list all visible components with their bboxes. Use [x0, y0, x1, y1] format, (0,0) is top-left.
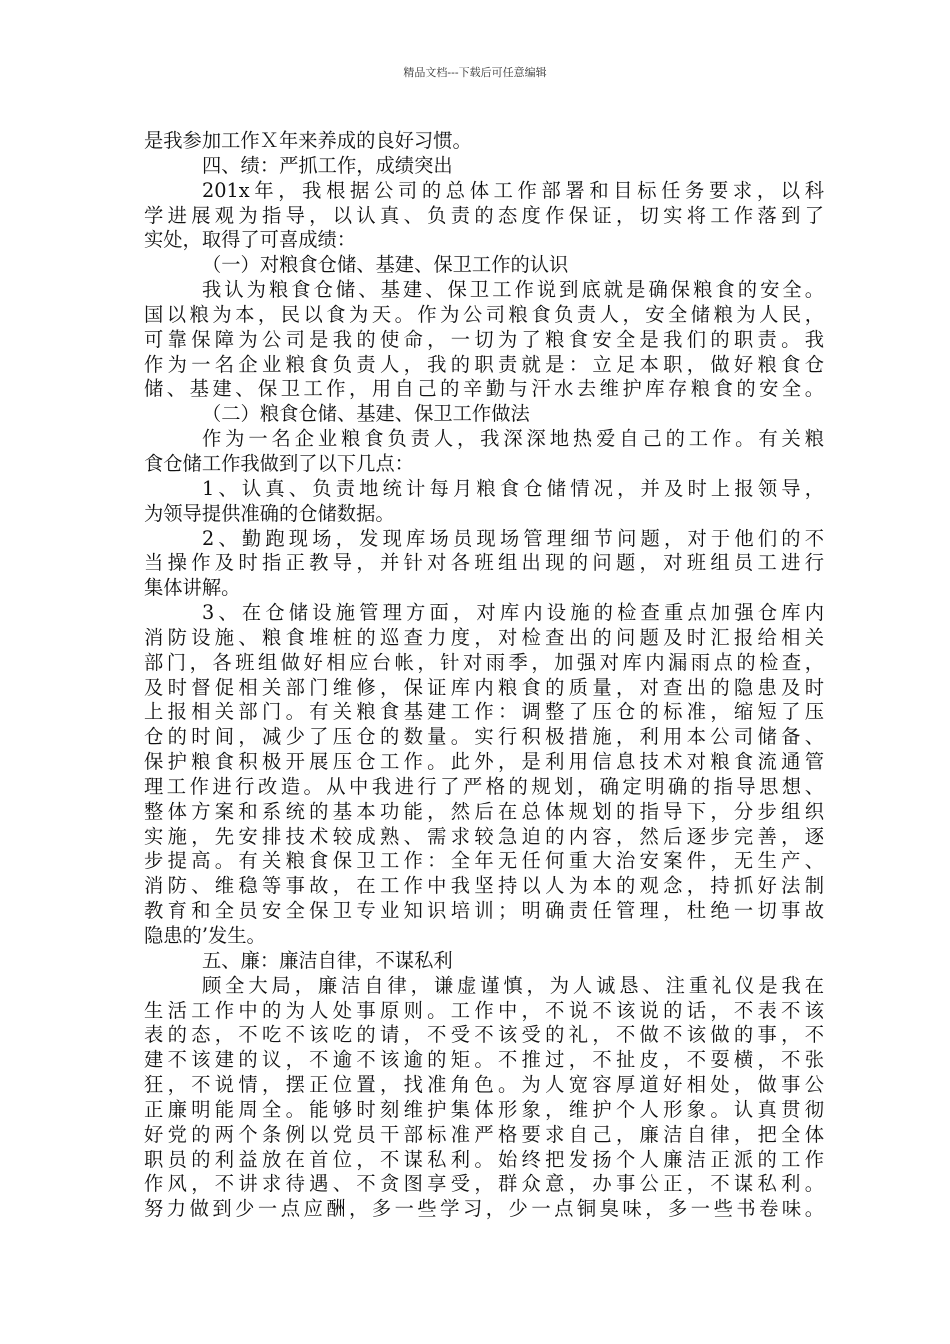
list-item-line: 3、在仓储设施管理方面，对库内设施的检查重点加强仓库内: [202, 601, 824, 625]
paragraph-line: 可靠保障为公司是我的使命，一切为了粮食安全是我们的职责。我: [144, 327, 824, 351]
list-item-line: 部门，各班组做好相应台帐，针对雨季，加强对库内漏雨点的检查，: [144, 650, 824, 674]
paragraph-line: 我认为粮食仓储、基建、保卫工作说到底就是确保粮食的安全。: [202, 278, 824, 302]
paragraph-line: 顾全大局，廉洁自律，谦虚谨慎，为人诚恳、注重礼仪是我在: [202, 973, 824, 997]
paragraph-line: 作为一名企业粮食负责人，我深深地热爱自己的工作。有关粮: [202, 427, 824, 451]
paragraph-line: 国以粮为本，民以食为天。作为公司粮食负责人，安全储粮为人民，: [144, 302, 824, 326]
list-item-line: 当操作及时指正教导，并针对各班组出现的问题，对班组员工进行: [144, 551, 824, 575]
list-item-line: 上报相关部门。有关粮食基建工作：调整了压仓的标准，缩短了压: [144, 700, 824, 724]
paragraph-line: 好党的两个条例以党员干部标准严格要求自己，廉洁自律，把全体: [144, 1122, 824, 1146]
paragraph-line: 食仓储工作我做到了以下几点：: [144, 451, 414, 475]
paragraph-line: 建不该建的议，不逾不该逾的矩。不推过，不扯皮，不耍横，不张: [144, 1048, 824, 1072]
paragraph-line: 努力做到少一点应酬，多一些学习，少一点铜臭味，多一些书卷味。: [144, 1197, 824, 1221]
list-item-line: 消防、维稳等事故，在工作中我坚持以人为本的观念，持抓好法制: [144, 874, 824, 898]
section-heading-five: 五、廉：廉洁自律，不谋私利: [202, 948, 453, 972]
list-item-line: 集体讲解。: [144, 576, 241, 600]
list-item-line: 仓的时间，减少了压仓的数量。实行积极措施，利用本公司储备、: [144, 725, 824, 749]
paragraph-line: 学进展观为指导，以认真、负责的态度作保证，切实将工作落到了: [144, 203, 824, 227]
paragraph-line: 201x年，我根据公司的总体工作部署和目标任务要求，以科: [202, 178, 824, 202]
list-item-line: 为领导提供准确的仓储数据。: [144, 501, 395, 525]
list-item-line: 消防设施、粮食堆桩的巡查力度，对检查出的问题及时汇报给相关: [144, 625, 824, 649]
list-item-line: 2、勤跑现场，发现库场员现场管理细节问题，对于他们的不: [202, 526, 824, 550]
list-item-line: 1、认真、负责地统计每月粮食仓储情况，并及时上报领导，: [202, 476, 824, 500]
paragraph-line: 实处，取得了可喜成绩：: [144, 228, 357, 252]
section-heading-four: 四、绩：严抓工作，成绩突出: [202, 153, 453, 177]
paragraph-line: 作风，不讲求待遇、不贪图享受，群众意，办事公正，不谋私利。: [144, 1172, 824, 1196]
paragraph-line: 狂，不说情，摆正位置，找准角色。为人宽容厚道好相处，做事公: [144, 1073, 824, 1097]
list-item-line: 实施，先安排技术较成熟、需求较急迫的内容，然后逐步完善，逐: [144, 824, 824, 848]
paragraph-line: 是我参加工作Ｘ年来养成的良好习惯。: [144, 129, 472, 152]
list-item-line: 及时督促相关部门维修，保证库内粮食的质量，对查出的隐患及时: [144, 675, 824, 699]
paragraph-line: 表的态，不吃不该吃的请，不受不该受的礼，不做不该做的事，不: [144, 1023, 824, 1047]
paragraph-line: 正廉明能周全。能够时刻维护集体形象，维护个人形象。认真贯彻: [144, 1097, 824, 1121]
document-body: [144, 129, 824, 1222]
page-header: 精品文档---下载后可任意编辑: [403, 66, 547, 79]
paragraph-line: 职员的利益放在首位，不谋私利。始终把发扬个人廉洁正派的工作: [144, 1147, 824, 1171]
subsection-heading-one: （一）对粮食仓储、基建、保卫工作的认识: [202, 253, 569, 277]
list-item-line: 教育和全员安全保卫专业知识培训；明确责任管理，杜绝一切事故: [144, 899, 824, 923]
list-item-line: 整体方案和系统的基本功能，然后在总体规划的指导下，分步组织: [144, 799, 824, 823]
paragraph-line: 生活工作中的为人处事原则。工作中，不说不该说的话，不表不该: [144, 998, 824, 1022]
paragraph-line: 作为一名企业粮食负责人，我的职责就是：立足本职，做好粮食仓: [144, 352, 824, 376]
list-item-line: 理工作进行改造。从中我进行了严格的规划，确定明确的指导思想、: [144, 774, 824, 798]
subsection-heading-two: （二）粮食仓储、基建、保卫工作做法: [202, 402, 530, 426]
list-item-line: 保护粮食积极开展压仓工作。此外，是利用信息技术对粮食流通管: [144, 750, 824, 774]
list-item-line: 隐患的’发生。: [144, 924, 266, 947]
paragraph-line: 储、基建、保卫工作，用自己的辛勤与汗水去维护库存粮食的安全。: [144, 377, 824, 401]
list-item-line: 步提高。有关粮食保卫工作：全年无任何重大治安案件，无生产、: [144, 849, 824, 873]
